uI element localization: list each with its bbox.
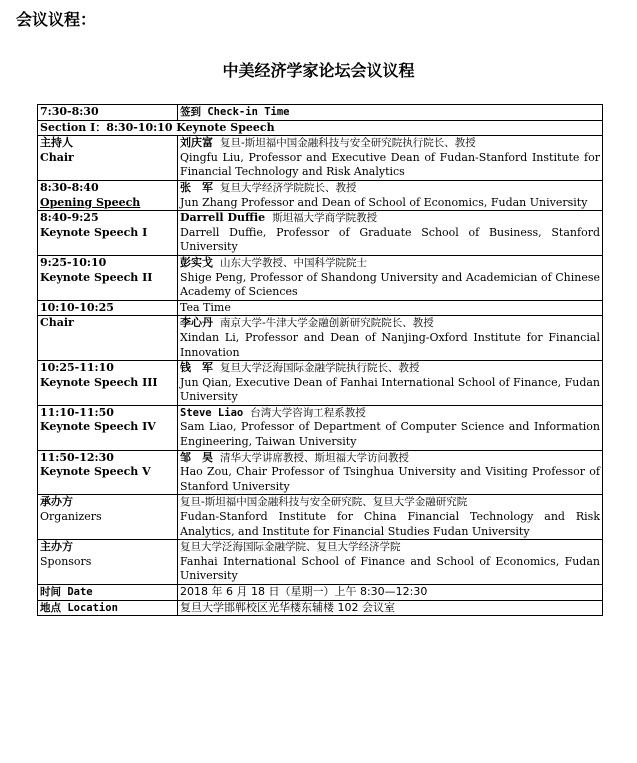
speaker-name: 钱 军	[180, 361, 213, 375]
row-role: Keynote Speech III	[40, 375, 158, 389]
date-label: 时间 Date	[40, 586, 93, 598]
table-row	[38, 585, 603, 601]
checkin-time: 7:30-8:30	[38, 105, 178, 121]
row-time: Chair	[40, 316, 74, 330]
speaker-title-en: Jun Qian, Executive Dean of Fanhai International School of Finance, Fudan University	[180, 375, 600, 404]
organizers-en: Fudan-Stanford Institute for China Financial Technology and Risk Analytics, and Institute for Financial Studies Fudan University	[180, 510, 600, 538]
table-row	[38, 450, 603, 495]
speaker-title-en: Qingfu Liu, Professor and Executive Dean of Fudan-Stanford Institute for Financial Technology and Risk Analytics	[180, 150, 600, 179]
row-time: 11:10-11:50	[40, 405, 114, 419]
row-time: 主持人	[40, 136, 73, 150]
table-row	[38, 361, 603, 406]
section-header: Section I：8:30-10:10 Keynote Speech	[38, 120, 603, 136]
row-time: 9:25-10:10	[40, 255, 107, 269]
row-time: 8:40-9:25	[40, 211, 99, 225]
speaker-title-en: Jun Zhang Professor and Dean of School of Economics, Fudan University	[180, 195, 588, 209]
row-role: Keynote Speech II	[40, 270, 153, 284]
row-role: Opening Speech	[40, 195, 141, 209]
date-value: 2018 年 6 月 18 日（星期一）上午 8:30—12:30	[178, 585, 603, 601]
row-role: Chair	[40, 150, 74, 164]
sponsors-label-cn: 主办方	[40, 540, 73, 554]
table-row	[38, 120, 603, 136]
speaker-name: 邹 昊	[180, 450, 213, 464]
teatime-time: 10:10-10:25	[38, 300, 178, 316]
speaker-title-cn: 南京大学-牛津大学金融创新研究院院长、教授	[220, 317, 434, 330]
table-row	[38, 405, 603, 450]
sponsors-label-en: Sponsors	[40, 554, 92, 568]
speaker-title-cn: 清华大学讲席教授、斯坦福大学访问教授	[220, 451, 409, 464]
table-row	[38, 300, 603, 316]
speaker-title-en: Shige Peng, Professor of Shandong University and Academician of Chinese Academy of Sciences	[180, 270, 600, 299]
organizers-label-en: Organizers	[40, 510, 102, 524]
speaker-title-en: Xindan Li, Professor and Dean of Nanjing-Oxford Institute for Financial Innovation	[180, 330, 600, 359]
location-value: 复旦大学邯郸校区光华楼东辅楼 102 会议室	[178, 600, 603, 616]
teatime-label: Tea Time	[178, 300, 603, 316]
speaker-name: 彭实戈	[180, 255, 213, 269]
sponsors-en: Fanhai International School of Finance and School of Economics, Fudan University	[180, 554, 600, 583]
speaker-name: 李心丹	[180, 316, 213, 330]
agenda-table	[37, 104, 603, 616]
checkin-label: 签到 Check-in Time	[180, 106, 290, 118]
row-time: 10:25-11:10	[40, 361, 114, 375]
agenda-title: 中美经济学家论坛会议议程	[222, 61, 415, 80]
speaker-title-en: Hao Zou, Chair Professor of Tsinghua University and Visiting Professor of Stanford University	[180, 465, 600, 493]
row-role: Keynote Speech V	[40, 465, 151, 479]
sponsors-cn: 复旦大学泛海国际金融学院、复旦大学经济学院	[180, 541, 401, 554]
speaker-name: 刘庆富	[180, 136, 213, 150]
table-row	[38, 211, 603, 256]
speaker-title-cn: 复旦-斯坦福中国金融科技与安全研究院执行院长、教授	[220, 137, 476, 150]
organizers-cn: 复旦-斯坦福中国金融科技与安全研究院、复旦大学金融研究院	[180, 496, 468, 509]
speaker-name: 张 军	[180, 180, 213, 194]
table-row	[38, 255, 603, 300]
table-row	[38, 105, 603, 121]
organizers-label-cn: 承办方	[40, 495, 73, 509]
speaker-title-cn: 斯坦福大学商学院教授	[272, 212, 378, 225]
speaker-name: Darrell Duffie	[180, 211, 266, 225]
speaker-title-en: Sam Liao, Professor of Department of Computer Science and Information Engineering, Taiwan University	[180, 420, 600, 449]
row-role: Keynote Speech I	[40, 225, 148, 239]
speaker-name: Steve Liao	[180, 406, 244, 419]
page-heading: 会议议程：	[16, 10, 97, 29]
speaker-title-cn: 山东大学教授、中国科学院院士	[220, 256, 367, 269]
location-label: 地点 Location	[40, 601, 118, 614]
speaker-title-cn: 台湾大学咨询工程系教授	[250, 406, 366, 419]
speaker-title-en: Darrell Duffie, Professor of Graduate School of Business, Stanford University	[180, 225, 600, 254]
table-row	[38, 540, 603, 585]
speaker-title-cn: 复旦大学经济学院院长、教授	[220, 181, 357, 194]
table-row	[38, 495, 603, 540]
table-row	[38, 180, 603, 210]
row-time: 8:30-8:40	[40, 180, 99, 194]
row-role: Keynote Speech IV	[40, 420, 156, 434]
row-time: 11:50-12:30	[40, 450, 114, 464]
table-row	[38, 136, 603, 181]
table-row	[38, 600, 603, 616]
table-row	[38, 316, 603, 361]
speaker-title-cn: 复旦大学泛海国际金融学院执行院长、教授	[220, 362, 420, 375]
